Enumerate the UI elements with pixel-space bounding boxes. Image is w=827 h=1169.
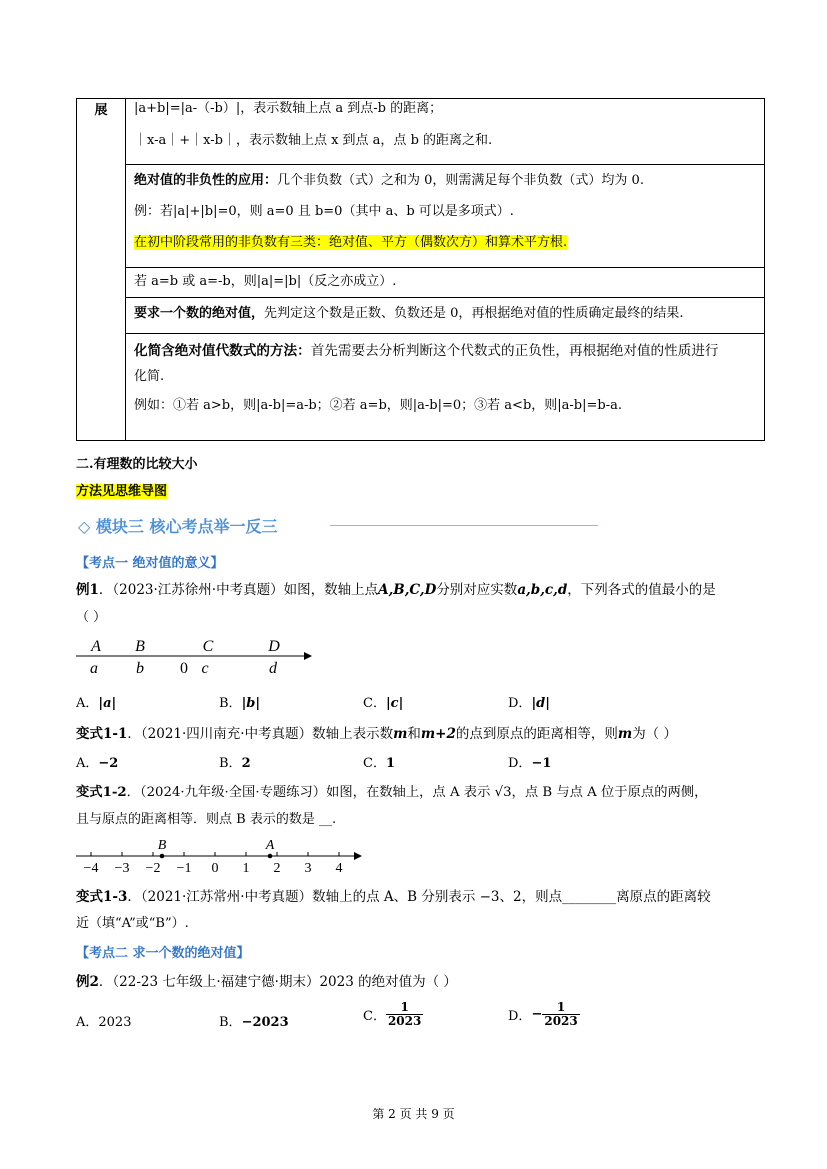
ex2-opt-d-fraction xyxy=(542,1001,579,1028)
ex2-option-d[interactable] xyxy=(508,1001,580,1028)
v11-text-b: 和 xyxy=(407,726,421,742)
ex1-opt-d-key: D． xyxy=(508,696,532,711)
v13-line2: 近（填“A”或“B”）. xyxy=(76,916,189,931)
variant12-question xyxy=(76,781,707,800)
v11-m2: m+2 xyxy=(420,726,456,742)
ex1-paren: （ ） xyxy=(76,610,107,625)
v11-opt-a-key: A． xyxy=(76,756,99,771)
row4-title: 要求一个数的绝对值， xyxy=(134,306,265,321)
kaodian1-title: 【考点一 绝对值的意义】 xyxy=(76,556,224,571)
example2-question xyxy=(76,970,457,990)
ex1-opt-a-key: A． xyxy=(76,696,99,711)
v11-opt-c-val: 1 xyxy=(385,756,395,771)
v11-option-d[interactable] xyxy=(508,752,551,771)
module-banner: ◇ 模块三 核心考点举一反三 xyxy=(78,517,278,536)
example1-question xyxy=(76,578,716,598)
v11-opt-d-val: −1 xyxy=(531,756,552,771)
knowledge-table xyxy=(76,98,765,441)
variant13-question xyxy=(76,885,711,905)
variant12-label: 变式1-2 xyxy=(76,785,127,800)
ex1-label-a: a xyxy=(90,660,98,677)
v12-tick-label: 3 xyxy=(304,861,312,876)
ex1-points: A,B,C,D xyxy=(378,582,437,598)
ex2-opt-c-num: 1 xyxy=(386,1001,423,1015)
row-distance xyxy=(126,99,765,165)
ex1-opt-c-val: |c| xyxy=(385,696,404,711)
ex2-option-a[interactable] xyxy=(76,1011,131,1030)
v12-label-A: A xyxy=(265,838,275,853)
ex1-text-a: ．（2023·江苏徐州·中考真题）如图，数轴上点 xyxy=(98,582,379,598)
v13-line1: ．（2021·江苏常州·中考真题）数轴上的点 A、B 分别表示 −3、2，则点________离原点的距离较 xyxy=(127,889,711,905)
ex1-option-d[interactable] xyxy=(508,692,550,711)
row-equal-abs xyxy=(126,268,765,298)
ex1-option-c[interactable] xyxy=(363,692,403,711)
ex2-option-b[interactable] xyxy=(219,1011,289,1030)
ex2-text: ．（22-23 七年级上·福建宁德·期末）2023 的绝对值为（ ） xyxy=(98,974,457,990)
method-label: 方法见思维导图 xyxy=(76,484,168,499)
example1-label: 例1 xyxy=(76,582,99,598)
ex2-opt-d-key: D． xyxy=(508,1009,532,1024)
v12-tick-label: 4 xyxy=(335,861,343,876)
row3-text: 若 a=b 或 a=-b，则|a|=|b|（反之亦成立）. xyxy=(134,274,397,289)
ex1-label-A: A xyxy=(91,638,101,655)
v12-tick-label: −2 xyxy=(145,861,161,876)
ex2-option-c[interactable] xyxy=(363,1001,423,1028)
v12-tick-label: 1 xyxy=(242,861,250,876)
section2-title: 二.有理数的比较大小 xyxy=(76,457,198,472)
v11-m: m xyxy=(393,726,408,742)
row-find-abs xyxy=(126,298,765,334)
v12-line2: 且与原点的距离相等．则点 B 表示的数是 __. xyxy=(76,812,337,827)
ex1-opt-a-val: |a| xyxy=(98,696,117,711)
v11-opt-a-val: −2 xyxy=(98,756,119,771)
row1-line2: ｜x-a｜+｜x-b｜，表示数轴上点 x 到点 a，点 b 的距离之和. xyxy=(134,133,493,148)
v12-line1: ．（2024·九年级·全国·专题练习）如图，在数轴上，点 A 表示 √3，点 B 与点 A 位于原点的两侧， xyxy=(126,785,708,800)
ex1-reals: a,b,c,d xyxy=(517,582,568,598)
example2-label: 例2 xyxy=(76,974,99,990)
v11-option-b[interactable] xyxy=(219,752,251,771)
row-nonnegative xyxy=(126,165,765,268)
ex1-opt-b-val: |b| xyxy=(241,696,261,711)
v11-text-a: ．（2021·四川南充·中考真题）数轴上表示数 xyxy=(127,726,394,742)
v11-opt-d-key: D． xyxy=(508,756,532,771)
ex1-label-0: 0 xyxy=(180,660,188,677)
v11-m-again: m xyxy=(617,726,633,742)
variant13-label: 变式1-3 xyxy=(76,889,128,905)
row5-text2: 化简. xyxy=(134,369,165,384)
ex2-opt-b-key: B． xyxy=(219,1015,242,1030)
v12-tick-label: 0 xyxy=(211,861,219,876)
ex2-opt-c-fraction xyxy=(386,1001,423,1028)
v11-text-c: 的点到原点的距离相等，则 xyxy=(455,726,618,742)
ex2-opt-d-num: 1 xyxy=(542,1001,579,1015)
variant11-question xyxy=(76,722,677,742)
v12-tick-label: −1 xyxy=(176,861,192,876)
row5-example: 例如：①若 a>b，则|a-b|=a-b；②若 a=b，则|a-b|=0；③若 a<b，则|a-b|=b-a. xyxy=(134,398,622,413)
ex1-label-d: d xyxy=(269,660,277,677)
ex1-option-a[interactable] xyxy=(76,692,116,711)
v11-option-c[interactable] xyxy=(363,752,395,771)
ex1-opt-c-key: C． xyxy=(363,696,386,711)
row2-example: 例：若|a|+|b|=0，则 a=0 且 b=0（其中 a、b 可以是多项式）. xyxy=(134,204,514,219)
side-label: 展 xyxy=(77,99,126,441)
v11-option-a[interactable] xyxy=(76,752,118,771)
ex1-option-b[interactable] xyxy=(219,692,260,711)
ex1-label-D: D xyxy=(268,638,280,655)
ex1-opt-b-key: B． xyxy=(219,696,242,711)
variant11-label: 变式1-1 xyxy=(76,726,128,742)
v12-number-line xyxy=(76,836,366,876)
v12-point-B xyxy=(160,854,165,859)
v12-tick-label: 2 xyxy=(273,861,281,876)
v11-opt-b-key: B． xyxy=(219,756,242,771)
row2-text: 几个非负数（式）之和为 0，则需满足每个非负数（式）均为 0. xyxy=(277,173,644,188)
v11-text-d: 为（ ） xyxy=(632,726,677,742)
ex1-label-c: c xyxy=(201,660,209,677)
row-simplify xyxy=(126,334,765,441)
ex1-text-b: 分别对应实数 xyxy=(436,582,518,598)
ex2-opt-d-den: 2023 xyxy=(544,1014,578,1028)
v12-tick-label: −3 xyxy=(114,861,130,876)
row4-text: 先判定这个数是正数、负数还是 0，再根据绝对值的性质确定最终的结果. xyxy=(264,306,684,321)
v12-label-B: B xyxy=(157,838,167,853)
v12-point-A xyxy=(268,854,273,859)
ex2-opt-d-sign: − xyxy=(531,1007,543,1022)
row2-highlight: 在初中阶段常用的非负数有三类：绝对值、平方（偶数次方）和算术平方根. xyxy=(134,235,568,250)
row5-text1: 首先需要去分析判断这个代数式的正负性，再根据绝对值的性质进行 xyxy=(310,343,719,359)
v11-opt-c-key: C． xyxy=(363,756,386,771)
page-footer: 第 2 页 共 9 页 xyxy=(372,1107,455,1121)
ex2-opt-a-val: 2023 xyxy=(98,1015,132,1030)
row1-line1: |a+b|=|a-（-b）|，表示数轴上点 a 到点-b 的距离； xyxy=(134,101,443,116)
ex1-label-C: C xyxy=(202,638,214,655)
banner-divider xyxy=(330,525,598,526)
v11-opt-b-val: 2 xyxy=(241,756,251,771)
ex2-opt-a-key: A． xyxy=(76,1015,99,1030)
row5-title: 化简含绝对值代数式的方法： xyxy=(134,343,311,359)
v12-tick-label: −4 xyxy=(83,861,99,876)
ex2-opt-c-key: C． xyxy=(363,1009,386,1024)
ex1-label-b: b xyxy=(136,660,144,677)
ex1-number-line xyxy=(76,632,316,682)
ex2-opt-c-den: 2023 xyxy=(387,1014,422,1028)
ex2-opt-b-val: −2023 xyxy=(241,1015,289,1030)
kaodian2-title: 【考点二 求一个数的绝对值】 xyxy=(76,946,250,961)
ex1-text-c: ，下列各式的值最小的是 xyxy=(567,582,716,598)
ex1-opt-d-val: |d| xyxy=(531,696,550,711)
ex1-label-B: B xyxy=(135,638,145,655)
row2-title: 绝对值的非负性的应用： xyxy=(134,173,278,188)
